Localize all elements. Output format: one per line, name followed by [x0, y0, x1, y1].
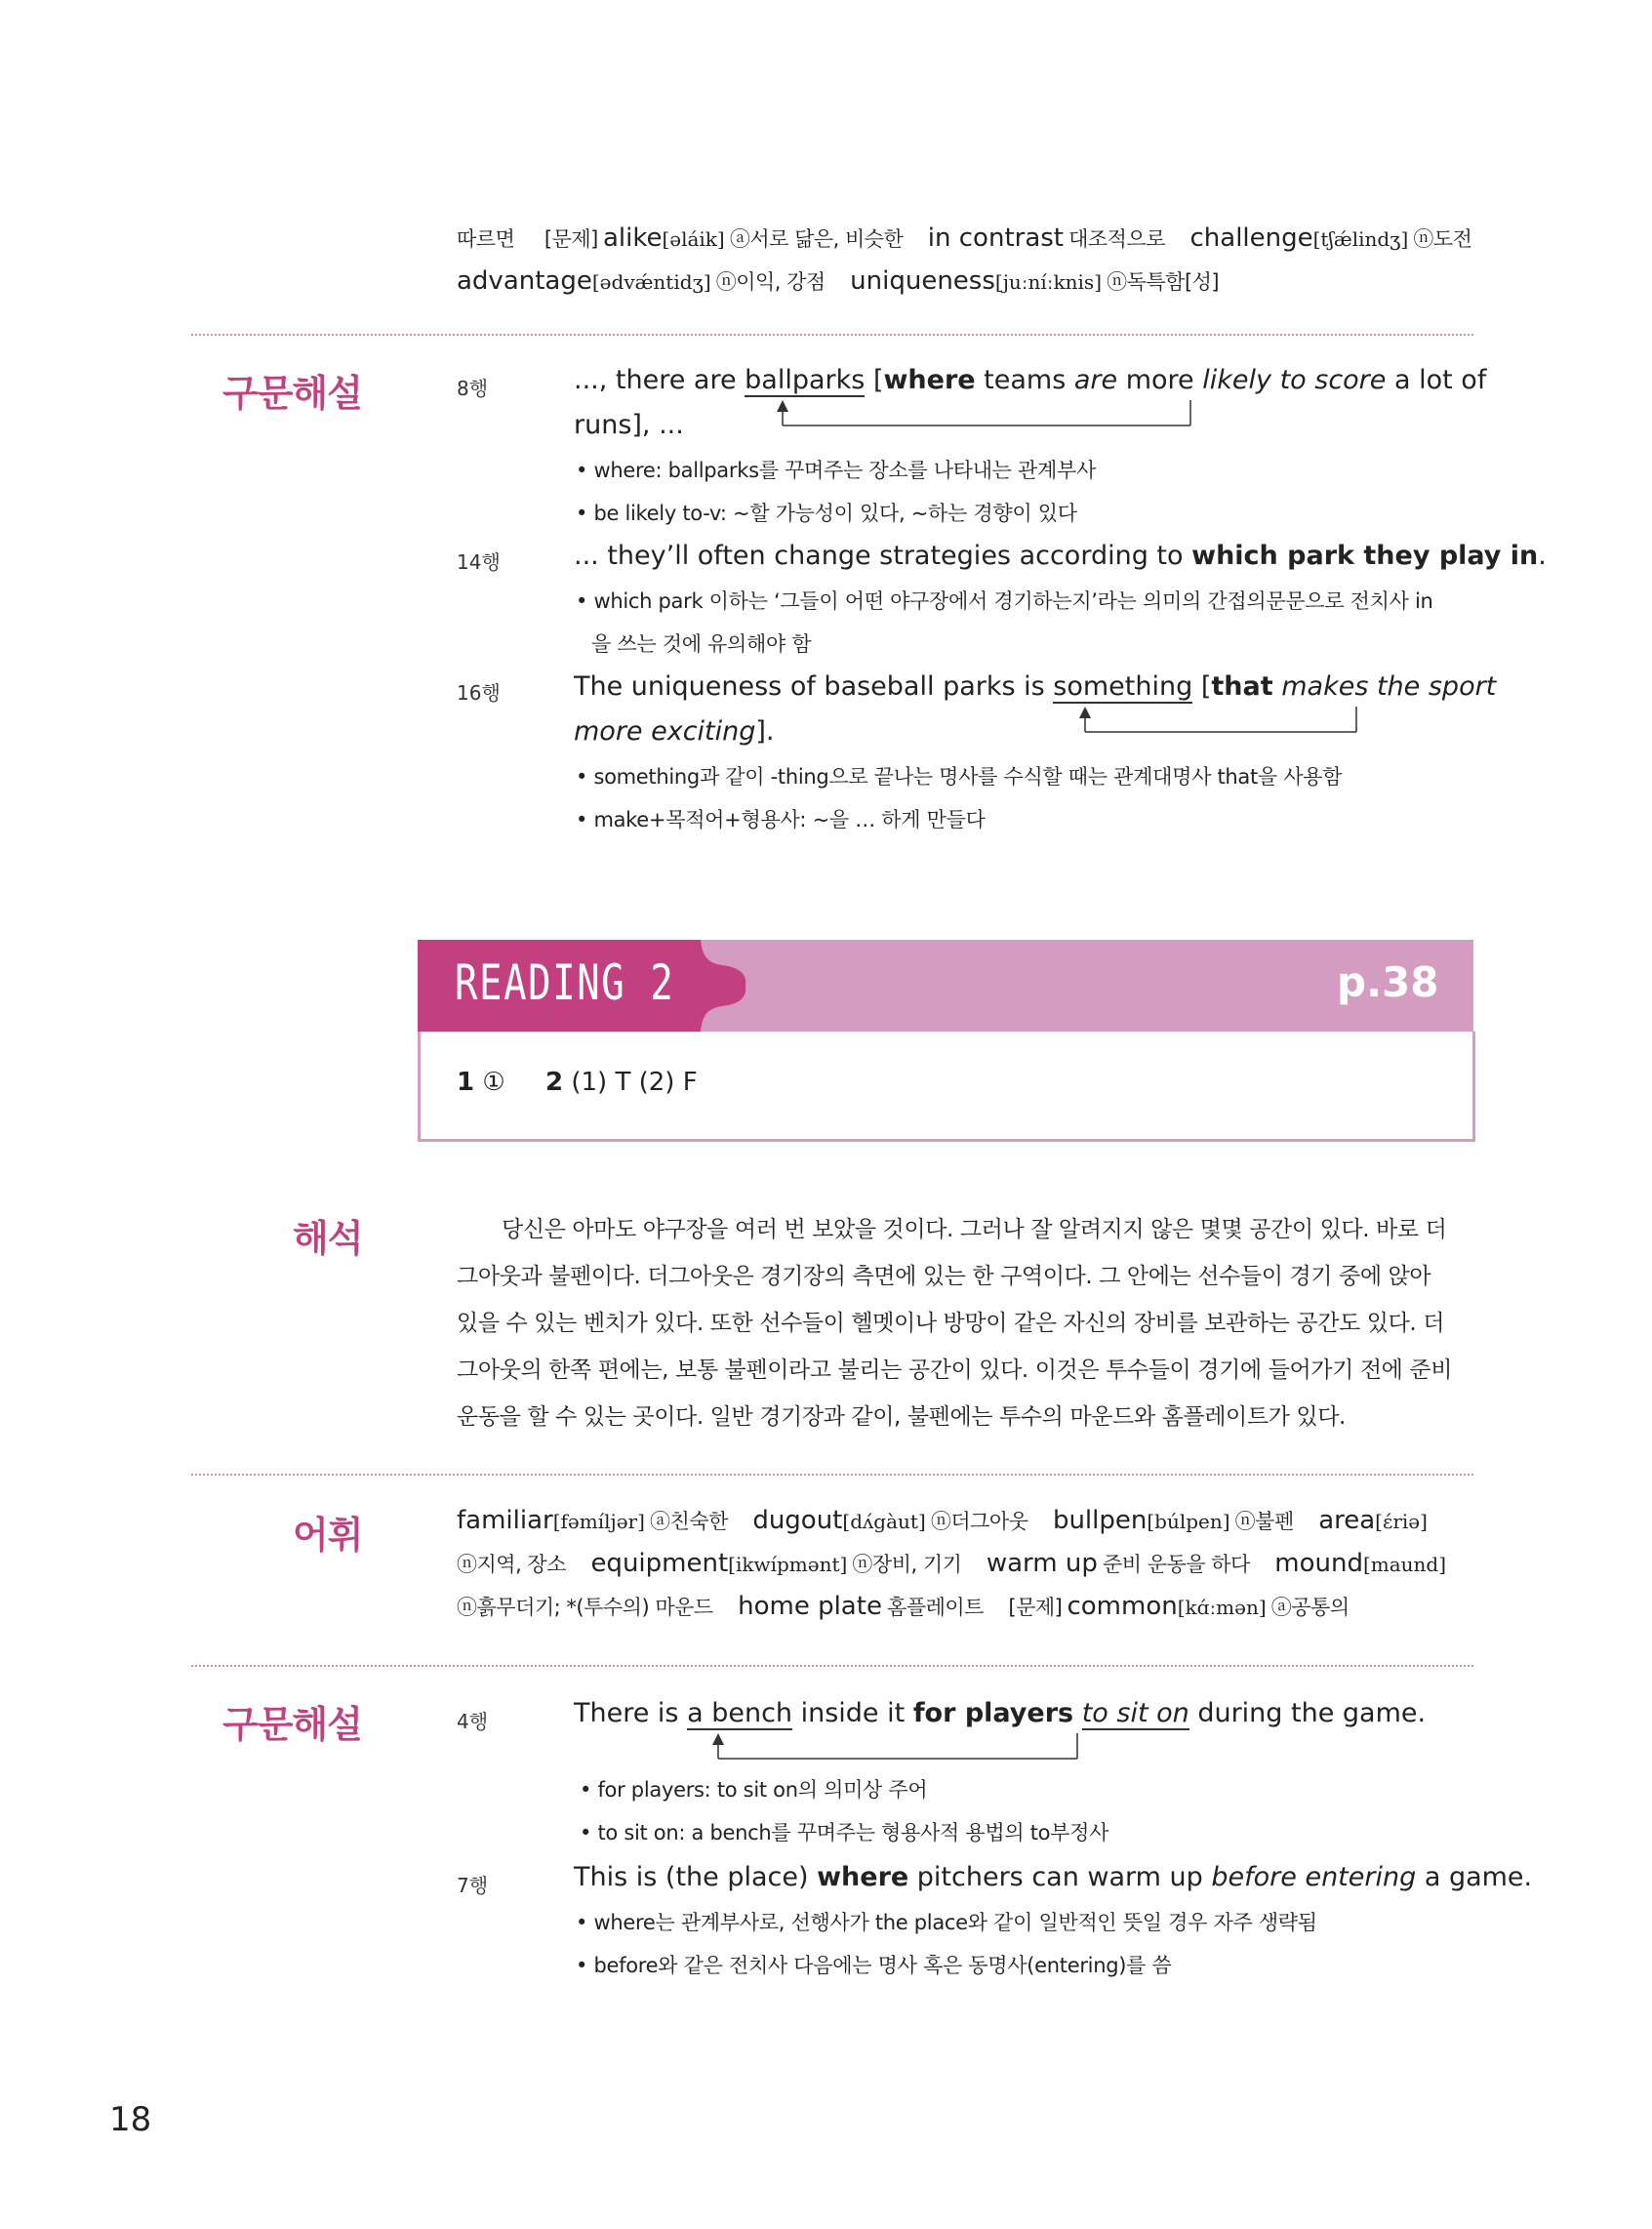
grammar-note: • to sit on: a bench를 꾸며주는 형용사적 용법의 to부정사 — [580, 1821, 1109, 1844]
problem-tag: [문제] — [544, 227, 598, 251]
section-divider — [191, 334, 1473, 336]
vocab-ipa: [juːníːknis] — [994, 270, 1102, 294]
vocab-meaning: 더그아웃 — [950, 1510, 1028, 1533]
example-sentence: ... they’ll often change strategies according to which park they play in. — [574, 541, 1547, 571]
puzzle-tab-shape — [683, 940, 761, 1032]
translation-line: 운동을 할 수 있는 곳이다. 일반 경기장과 같이, 불펜에는 투수의 마운드와 홈플레이트가 있다. — [457, 1404, 1346, 1430]
vocab-ipa: [búlpen] — [1147, 1510, 1230, 1533]
vocab-ipa: [fəmíljər] — [552, 1510, 645, 1533]
vocab-meaning: 친숙한 — [669, 1510, 728, 1533]
section-title-syntax: 구문해설 — [222, 372, 362, 415]
pos-icon: ⓝ — [715, 270, 737, 294]
vocab-word: area — [1318, 1506, 1376, 1535]
modifier-arrow — [706, 1731, 1087, 1764]
section-divider — [191, 1665, 1473, 1667]
translation-line: 그아웃의 한쪽 편에는, 보통 불펜이라고 불리는 공간이 있다. 이것은 투수들이 경기에 들어가기 전에 준비 — [457, 1358, 1453, 1383]
pos-icon: ⓝ — [1413, 227, 1433, 251]
vocab-meaning: 독특함[성] — [1126, 270, 1220, 294]
pos-icon: ⓐ — [1270, 1596, 1292, 1619]
translation-line: 당신은 아마도 야구장을 여러 번 보았을 것이다. 그러나 잘 알려지지 않은 몇몇 공간이 있다. 바로 더 — [502, 1217, 1447, 1242]
vocab-word: alike — [602, 223, 663, 253]
vocab-ipa: [ɛ́riə] — [1375, 1510, 1428, 1533]
section-title-vocab: 어휘 — [293, 1514, 363, 1557]
example-sentence: This is (the place) where pitchers can warm up before entering a game. — [574, 1862, 1533, 1892]
vocab-word: familiar — [457, 1506, 553, 1535]
grammar-note: • where: ballparks를 꾸며주는 장소를 나타내는 관계부사 — [576, 459, 1096, 482]
section-title-translation: 해석 — [293, 1217, 363, 1260]
vocab-ipa: [ədvǽntidʒ] — [591, 270, 711, 294]
example-sentence-cont: runs], ... — [574, 410, 684, 440]
vocab-word: home plate — [738, 1592, 882, 1621]
grammar-note: • something과 같이 -thing으로 끝나는 명사를 수식할 때는 관계대명사 that을 사용함 — [576, 765, 1343, 789]
vocab-word: in contrast — [927, 223, 1065, 253]
example-sentence: There is a bench inside it for players to sit on during the game. — [574, 1698, 1427, 1728]
grammar-note: • for players: to sit on의 의미상 주어 — [580, 1778, 928, 1802]
grammar-note: • which park 이하는 ‘그들이 어떤 야구장에서 경기하는지’라는 의미의 간접의문문으로 전치사 in — [576, 589, 1433, 613]
vocab-word: warm up — [986, 1549, 1098, 1578]
line-number: 7행 — [457, 1874, 489, 1897]
vocab-word: bullpen — [1052, 1506, 1148, 1535]
vocab-word: equipment — [590, 1549, 729, 1578]
vocab-meaning: 대조적으로 — [1068, 227, 1166, 251]
modifier: to sit on — [1081, 1698, 1189, 1728]
vocab-meaning: 서로 닮은, 비슷한 — [749, 227, 904, 251]
vocab-meaning: 지역, 장소 — [476, 1553, 566, 1576]
vocab-word: challenge — [1189, 223, 1313, 253]
section-divider — [191, 1474, 1473, 1476]
vocab-ipa: [maund] — [1362, 1553, 1447, 1576]
pos-icon: ⓐ — [650, 1510, 670, 1533]
translation-body — [457, 1206, 1473, 1440]
line-number: 8행 — [457, 377, 489, 400]
vocab-text: 따르면 — [457, 227, 515, 251]
grammar-note: • where는 관계부사로, 선행사가 the place와 같이 일반적인 뜻일 경우 자주 생략됨 — [576, 1911, 1317, 1934]
pos-icon: ⓝ — [1234, 1510, 1256, 1533]
answer-key: 1 ① 2 (1) T (2) F — [457, 1068, 698, 1097]
example-sentence: ..., there are ballparks [where teams are more likely to score a lot of — [574, 365, 1487, 395]
vocab-word: common — [1067, 1592, 1178, 1621]
reading-title: READING 2 — [455, 954, 675, 1011]
grammar-note: • make+목적어+형용사: ~을 … 하게 만들다 — [576, 808, 986, 831]
vocab-word: mound — [1274, 1549, 1363, 1578]
section-title-syntax: 구문해설 — [222, 1703, 362, 1746]
vocab-meaning: 홈플레이트 — [887, 1596, 984, 1619]
vocab-ipa: [dʌ́gàut] — [842, 1510, 926, 1533]
vocab-word: dugout — [752, 1506, 843, 1535]
vocab-ipa: [kɑ́ːmən] — [1177, 1596, 1267, 1619]
grammar-note: • be likely to-v: ~할 가능성이 있다, ~하는 경향이 있다 — [576, 502, 1077, 525]
line-number: 4행 — [457, 1710, 489, 1733]
pos-icon: ⓝ — [930, 1510, 951, 1533]
grammar-note: 을 쓰는 것에 유의해야 함 — [591, 632, 812, 656]
vocab-meaning: 장비, 기기 — [871, 1553, 962, 1576]
translation-line: 있을 수 있는 벤치가 있다. 또한 선수들이 헬멧이나 방망이 같은 자신의 장비를 보관하는 공간도 있다. 더 — [457, 1311, 1445, 1336]
line-number: 16행 — [457, 681, 501, 705]
pos-icon: ⓐ — [729, 227, 750, 251]
modifier-arrow — [1073, 705, 1366, 738]
vocab-line — [457, 1585, 1350, 1631]
vocab-ipa: [tʃǽlindʒ] — [1312, 227, 1409, 251]
example-sentence-cont: more exciting]. — [574, 716, 775, 747]
pos-icon: ⓝ — [852, 1553, 872, 1576]
top-vocab-line2 — [457, 260, 1219, 305]
vocab-meaning: 이익, 강점 — [736, 270, 826, 294]
pos-icon: ⓝ — [1107, 270, 1127, 294]
vocab-line — [457, 1499, 1428, 1545]
page-reference: p.38 — [1337, 958, 1439, 1006]
line-number: 14행 — [457, 550, 501, 574]
grammar-note: • before와 같은 전치사 다음에는 명사 혹은 동명사(entering)를 씀 — [576, 1954, 1172, 1977]
vocab-meaning: 준비 운동을 하다 — [1102, 1553, 1250, 1576]
vocab-meaning: 불펜 — [1255, 1510, 1294, 1533]
vocab-meaning: 공통의 — [1291, 1596, 1350, 1619]
pos-icon: ⓝ — [457, 1596, 477, 1619]
vocab-ipa: [ikwípmənt] — [728, 1553, 848, 1576]
example-sentence: The uniqueness of baseball parks is something [that makes the sport — [574, 671, 1497, 702]
top-vocab-line1 — [457, 217, 1471, 263]
problem-tag: [문제] — [1008, 1596, 1063, 1619]
page-number: 18 — [109, 2100, 152, 2139]
modifier-arrow — [771, 398, 1200, 431]
pos-icon: ⓝ — [457, 1553, 477, 1576]
antecedent: ballparks — [745, 365, 866, 395]
antecedent: something — [1053, 671, 1193, 702]
vocab-line — [457, 1542, 1446, 1588]
translation-line: 그아웃과 불펜이다. 더그아웃은 경기장의 측면에 있는 한 구역이다. 그 안에는 선수들이 경기 중에 앉아 — [457, 1264, 1431, 1289]
vocab-meaning: 도전 — [1432, 227, 1472, 251]
antecedent: a bench — [687, 1698, 793, 1728]
vocab-ipa: [əláik] — [662, 227, 725, 251]
vocab-word: uniqueness — [850, 266, 995, 296]
vocab-meaning: 흙무더기; *(투수의) 마운드 — [476, 1596, 713, 1619]
vocab-word: advantage — [457, 266, 592, 296]
